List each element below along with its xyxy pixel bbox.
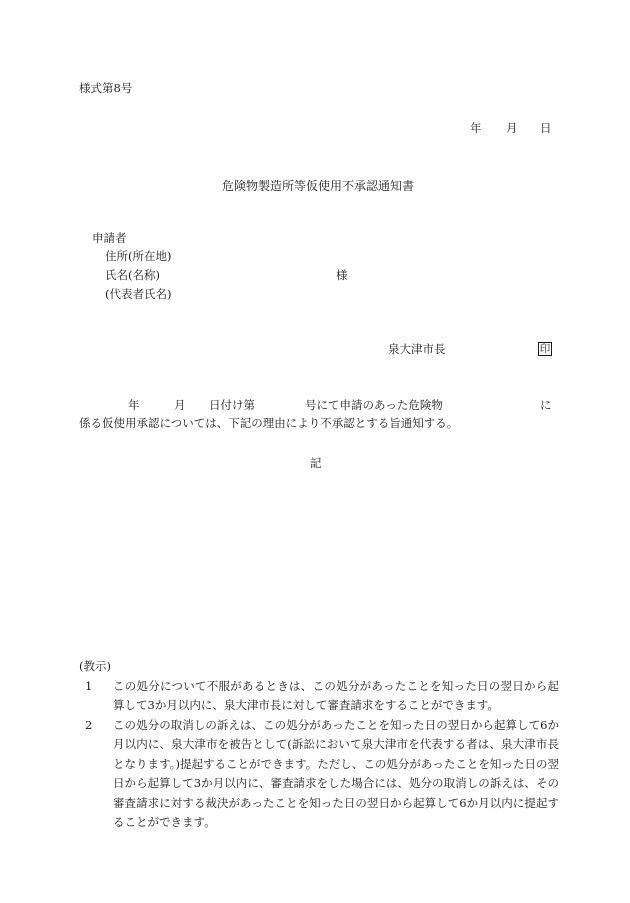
- representative-label: (代表者氏名): [105, 287, 172, 301]
- date-day-label: 日: [540, 121, 552, 135]
- note-text: この処分について不服があるときは、この処分があったことを知った日の翌日から起算して3か月以内に、泉大津市長に対して審査請求をすることができます。: [113, 678, 559, 712]
- note-item-1: [79, 677, 559, 716]
- note-number: 1: [85, 678, 93, 693]
- honorific-sama: 様: [336, 268, 348, 282]
- notes-heading: (教示): [79, 659, 111, 673]
- body-number-suffix: 号にて申請のあった危険物: [305, 398, 443, 412]
- note-text: この処分の取消しの訴えは、この処分があったことを知った日の翌日から起算して6か月以内に、泉大津市を被告として(訴訟において泉大津市を代表する者は、泉大津市長となります。)提起することができます。ただし、この処分があったことを知った日の翌日から起算して3か月以内に、審査請求をした場合には、処分の取消しの訴えは、その審査請求に対する裁決があったことを知った日の翌日から起算して6か月以内に提起することができます。: [113, 717, 559, 829]
- issuer-name: 泉大津市長: [388, 342, 446, 356]
- instruction-notes: [79, 657, 559, 833]
- body-line-2: 係る仮使用承認については、下記の理由により不承認とする旨通知する。: [79, 416, 459, 430]
- date-year-label: 年: [470, 121, 482, 135]
- body-date-number: 日付け第: [209, 398, 255, 412]
- note-number: 2: [85, 717, 93, 732]
- note-item-2: [79, 716, 559, 833]
- name-label: 氏名(名称): [105, 268, 160, 282]
- document-title: 危険物製造所等仮使用不承認通知書: [222, 179, 415, 193]
- body-month: 月: [174, 398, 186, 412]
- seal-mark: [538, 341, 552, 356]
- body-particle: に: [540, 398, 552, 412]
- seal-icon: 印: [539, 343, 551, 355]
- ki-heading: 記: [310, 456, 322, 470]
- body-year: 年: [128, 398, 140, 412]
- applicant-heading: 申請者: [92, 231, 127, 245]
- form-number: 様式第8号: [79, 81, 133, 95]
- date-month-label: 月: [506, 121, 518, 135]
- address-label: 住所(所在地): [105, 249, 172, 263]
